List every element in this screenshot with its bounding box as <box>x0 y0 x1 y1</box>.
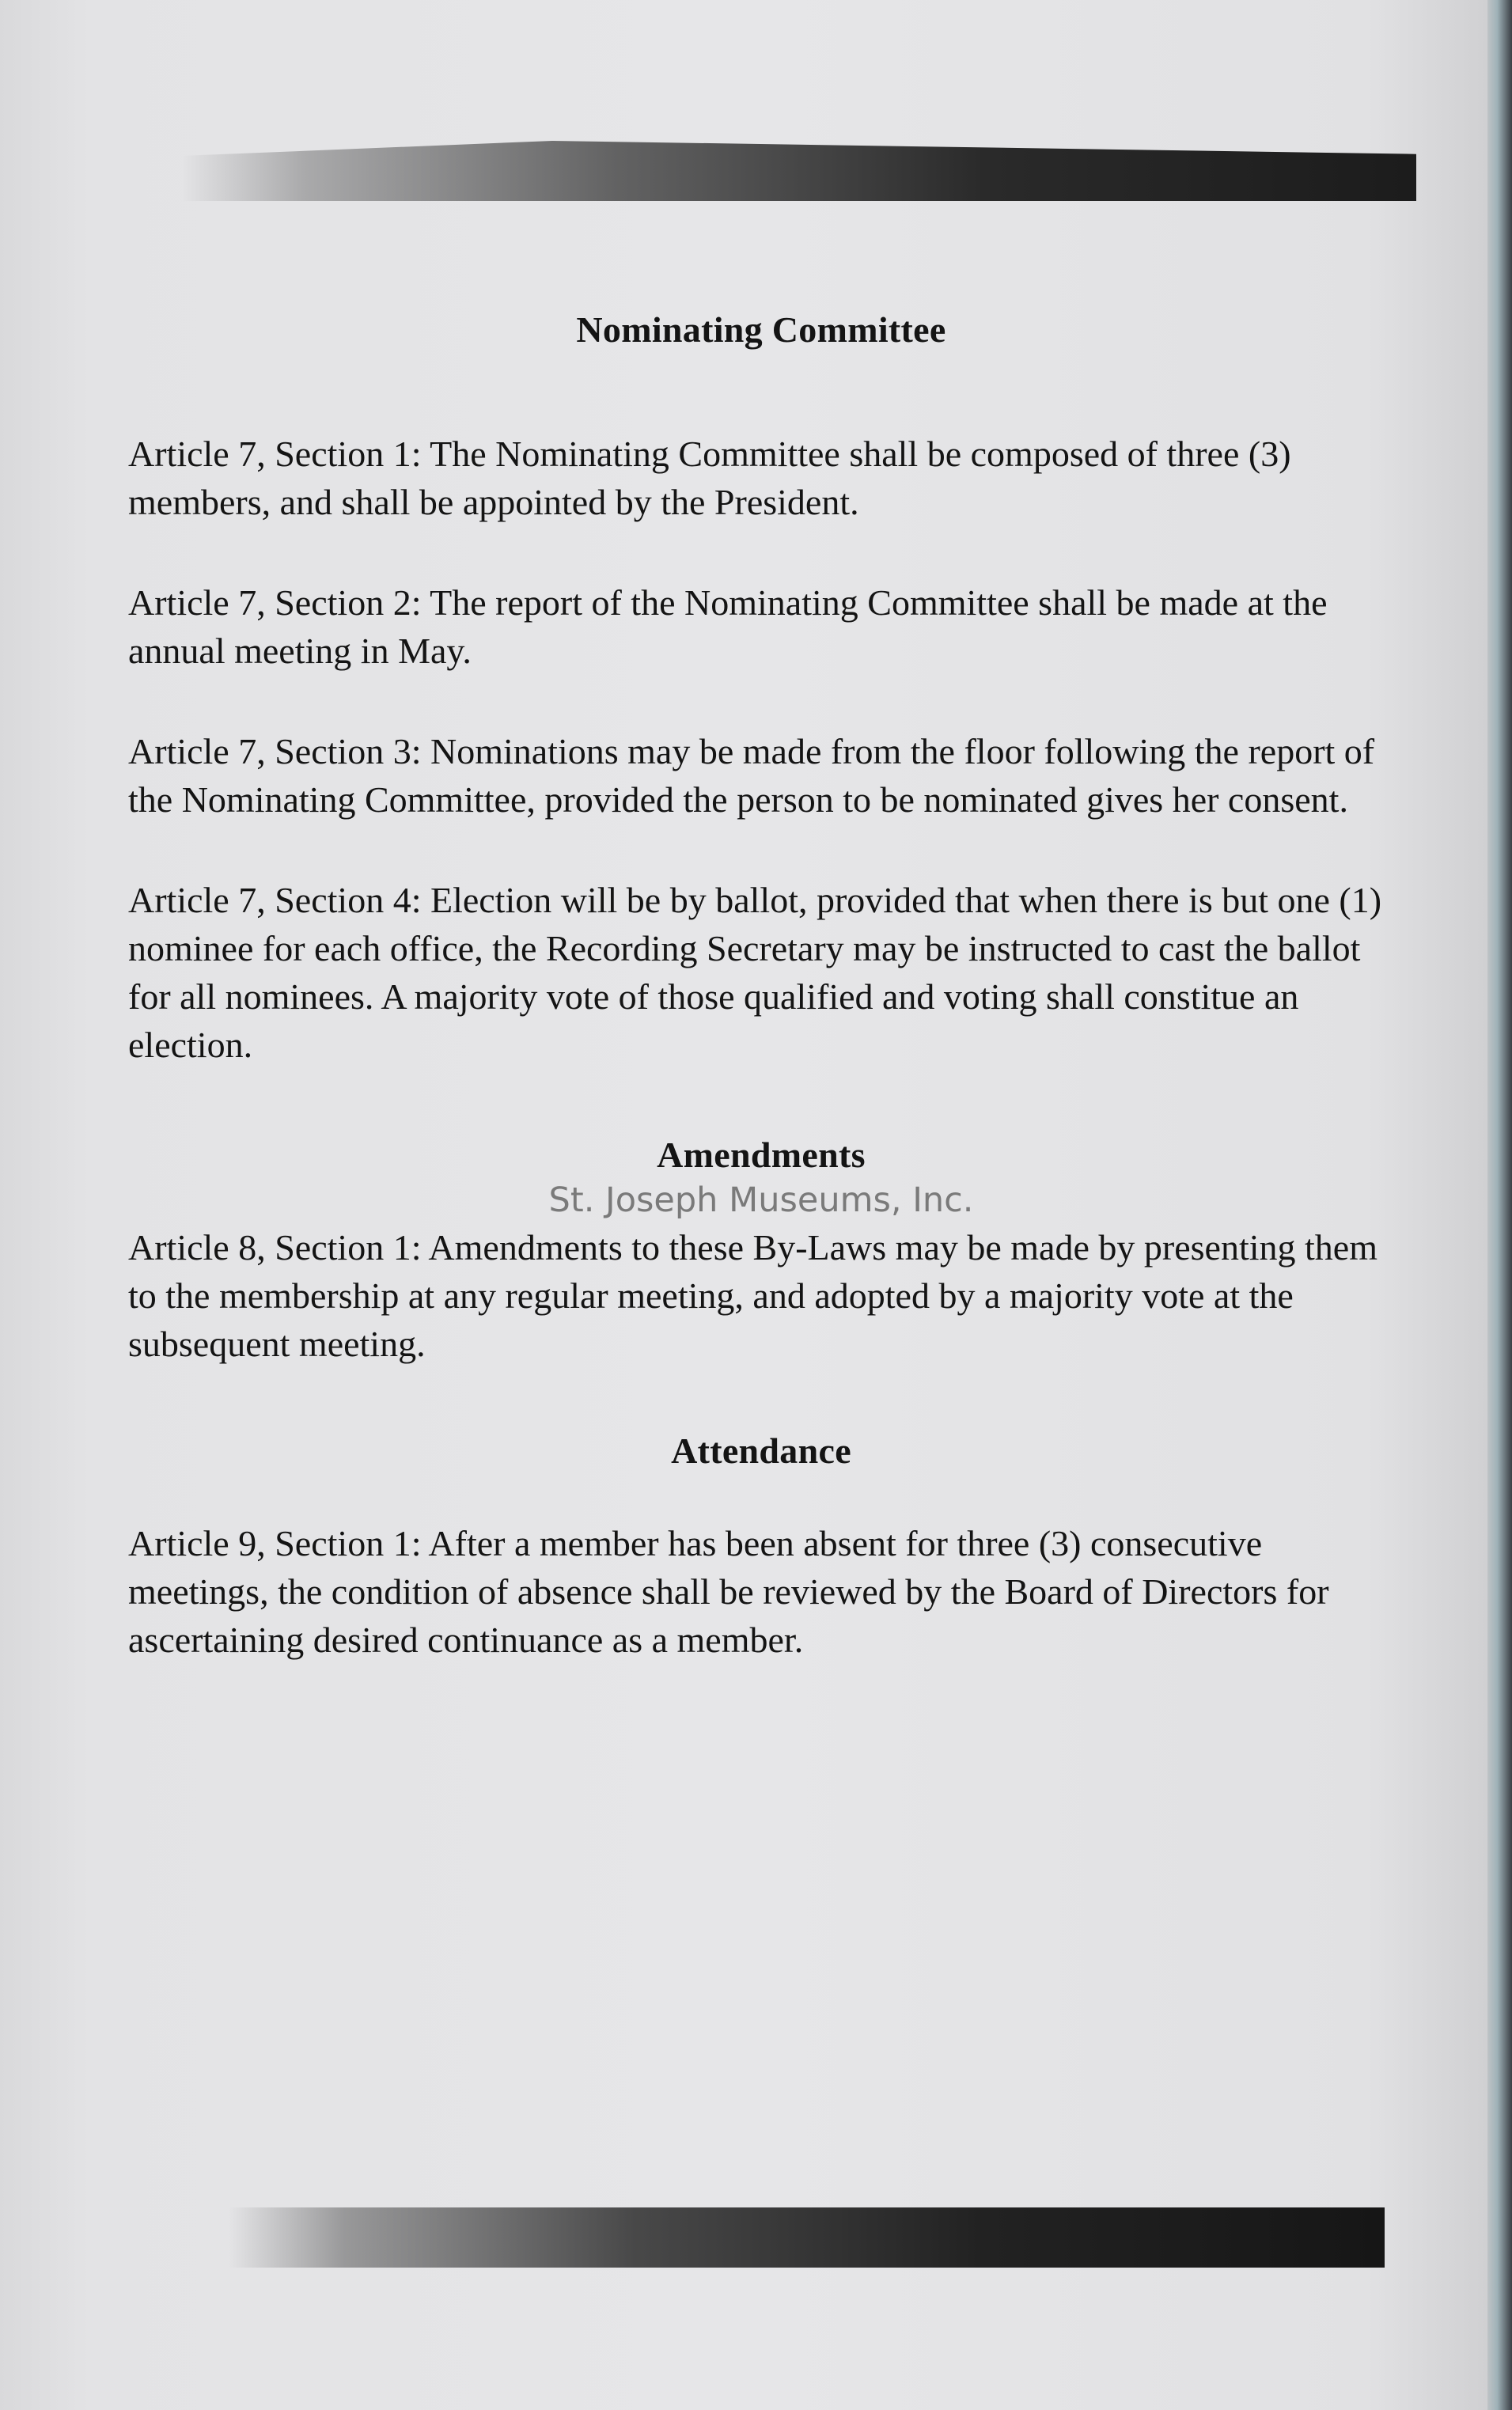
article-7-section-2: Article 7, Section 2: The report of the Nominating Committee shall be made at the annual meeting in May. <box>128 582 1328 671</box>
top-decorative-band <box>182 141 1416 201</box>
article-9-section-1: Article 9, Section 1: After a member has been absent for three (3) consecutive meetings, the condition of absence shall be reviewed by the Board of Directors for ascertaining desired continuance as a member. <box>128 1523 1329 1660</box>
article-7-section-3: Article 7, Section 3: Nominations may be made from the floor following the report of the Nominating Committee, provided the person to be nominated gives her consent. <box>128 731 1375 820</box>
article-8-section-1: Article 8, Section 1: Amendments to these By-Laws may be made by presenting them to the membership at any regular meeting, and adopted by a majority vote at the subsequent meeting. <box>128 1227 1377 1364</box>
amendments-heading: Amendments <box>657 1135 866 1175</box>
bottom-decorative-band <box>229 2207 1385 2268</box>
nominating-committee-heading: Nominating Committee <box>576 309 946 350</box>
article-7-section-1: Article 7, Section 1: The Nominating Committee shall be composed of three (3) members, and shall be appointed by the President. <box>128 434 1291 522</box>
article-7-section-4: Article 7, Section 4: Election will be by ballot, provided that when there is but one (1) nominee for each office, the Recording Secretary may be instructed to cast the ballot for all nominees. A majority vote of those qualified and voting shall constitue an election. <box>128 880 1382 1065</box>
watermark-text: St. Joseph Museums, Inc. <box>548 1180 974 1220</box>
bylaws-content <box>128 309 1394 1664</box>
attendance-heading: Attendance <box>671 1430 851 1471</box>
page-edge-shadow <box>1487 0 1512 2410</box>
